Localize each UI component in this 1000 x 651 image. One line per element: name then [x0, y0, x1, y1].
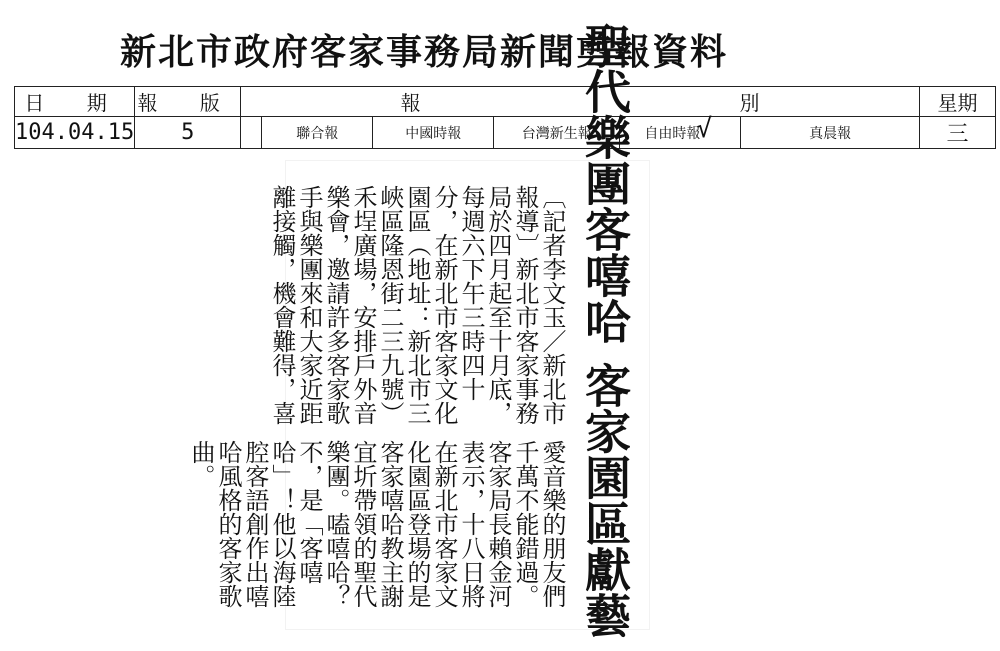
edition-header: 報 版 — [135, 87, 241, 117]
headline-sub: 客家園區獻藝 — [578, 362, 632, 638]
paper-liberty-times-label: 自由時報 — [644, 125, 701, 142]
clipping-info-table — [14, 86, 996, 149]
headline-main: 聖代樂團客嘻哈 — [578, 22, 632, 344]
paper-morning-news: 真晨報 — [809, 125, 852, 142]
weekday-value: 三 — [920, 117, 996, 149]
article-body-top: 〔記者李文玉／新北市報導〕新北市客家事務局於四月起至十月底，每週六下午三時四十分，在新北市客家文化園區（地址：新北市三峽區隆恩街二三九號）禾埕廣場，安排戶外音樂會，邀請許多客家歌手與樂團來和大家近距離接觸，機會難得，喜 — [268, 185, 566, 425]
date-header: 日 期 — [15, 87, 135, 117]
date-value: 104.04.15 — [15, 117, 135, 149]
paper-taiwan-shin-sheng: 台灣新生報 — [494, 117, 620, 148]
table-value-row — [15, 117, 996, 149]
weekday-header: 星期 — [920, 87, 996, 117]
article-headline — [578, 22, 632, 638]
paper-liberty-times — [620, 113, 741, 148]
table-header-row — [15, 87, 996, 117]
newspaper-header-left: 報 — [400, 91, 421, 115]
page-title: 新北市政府客家事務局新聞剪報資料 — [120, 31, 729, 73]
paper-udn: 聯合報 — [262, 117, 373, 148]
edition-value: 5 — [135, 117, 241, 149]
paper-china-times: 中國時報 — [373, 117, 494, 148]
article-body-bottom: 愛音樂的朋友們千萬不能錯過。客家局長賴金河表示，十八日將在新北市客家文化園區登場的是客家嘻哈教主謝宜圻帶領的聖代樂團。嗑嘻哈？不，是「客嘻哈」！他以海陸腔客語創作出嘻哈風格的客家歌曲。 — [187, 440, 566, 608]
newspaper-header-right: 別 — [739, 91, 760, 115]
check-mark-icon: √ — [696, 113, 713, 144]
paper-spacer — [241, 117, 262, 148]
